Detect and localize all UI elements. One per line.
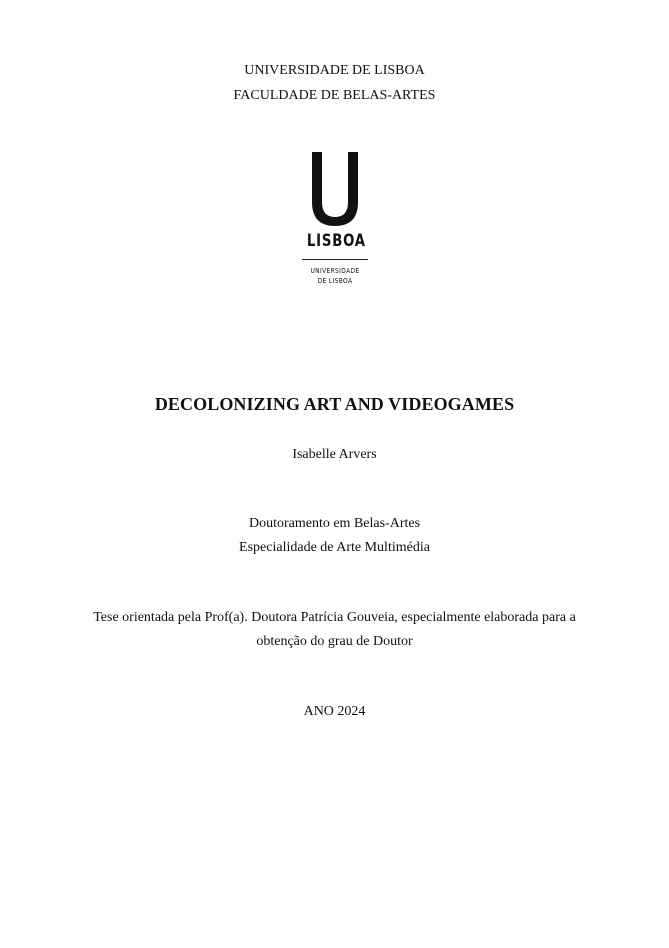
logo-divider (302, 259, 368, 260)
thesis-year: ANO 2024 (303, 704, 366, 719)
thesis-title: DECOLONIZING ART AND VIDEOGAMES (154, 394, 515, 414)
faculty-name: FACULDADE DE BELAS-ARTES (233, 88, 436, 103)
supervision-statement-line-1: Tese orientada pela Prof(a). Doutora Patrícia Gouveia, especialmente elaborada para a (93, 610, 576, 625)
logo-u-mark (299, 150, 371, 230)
logo-subtitle-line-2: DE LISBOA (317, 277, 353, 285)
university-name: UNIVERSIDADE DE LISBOA (244, 63, 425, 78)
program-specialty: Especialidade de Arte Multimédia (239, 540, 430, 555)
supervision-statement-line-2: obtenção do grau de Doutor (256, 634, 413, 649)
university-logo (299, 150, 371, 290)
program-name: Doutoramento em Belas-Artes (248, 516, 421, 531)
logo-subtitle-line-1: UNIVERSIDADE (310, 267, 360, 275)
logo-wordmark: LISBOA (306, 231, 366, 251)
author-name: Isabelle Arvers (292, 447, 377, 462)
